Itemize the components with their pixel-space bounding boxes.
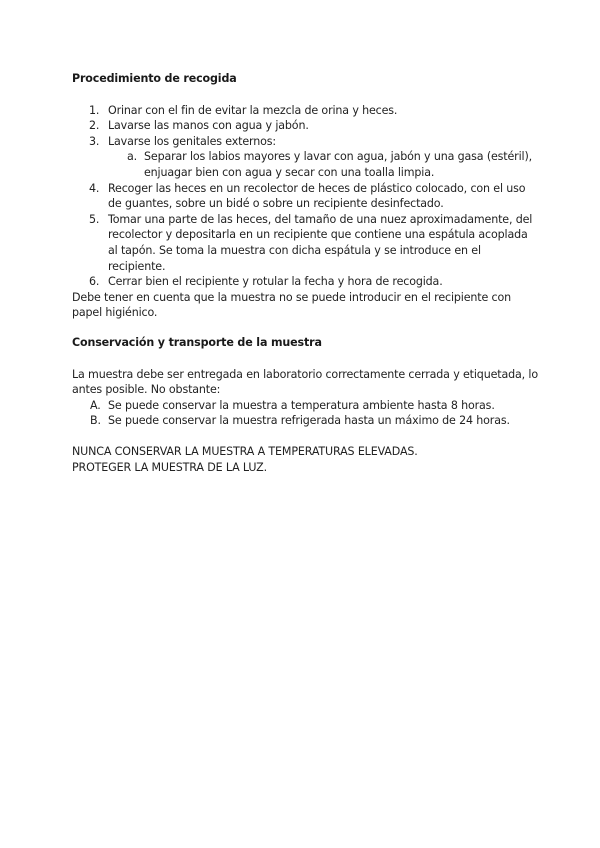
- list-item: [72, 413, 540, 429]
- section-title-procedimiento: Procedimiento de recogida: [72, 72, 237, 85]
- list-item: [72, 103, 540, 119]
- list-marker: a.: [127, 150, 138, 164]
- list-item-text: Cerrar bien el recipiente y rotular la fecha y hora de recogida.: [108, 275, 443, 289]
- procedure-steps: [72, 103, 540, 290]
- list-item-text: Recoger las heces en un recolector de heces de plástico colocado, con el uso de guantes, sobre un bidé o sobre un recipiente desinfectado.: [108, 181, 526, 211]
- list-marker: 6.: [89, 275, 100, 289]
- list-marker: A.: [90, 398, 101, 412]
- list-item-text: Lavarse los genitales externos:: [108, 134, 276, 148]
- list-marker: 1.: [89, 103, 100, 117]
- list-subitem: [72, 149, 540, 180]
- list-item: [72, 398, 540, 414]
- list-item: [72, 274, 540, 290]
- section-title-conservacion: Conservación y transporte de la muestra: [72, 335, 322, 349]
- list-item-text: Lavarse las manos con agua y jabón.: [108, 119, 309, 133]
- list-item: [72, 118, 540, 134]
- list-item-text: Tomar una parte de las heces, del tamaño de una nuez aproximadamente, del recolector y depositarla en un recipiente que contiene una espátula acoplada al tapón. Se toma la muestra con dicha espátula y se introduce en el recipiente.: [108, 212, 533, 273]
- conservation-options: [72, 398, 540, 429]
- list-marker: B.: [90, 414, 101, 428]
- warning-light: PROTEGER LA MUESTRA DE LA LUZ.: [72, 461, 268, 475]
- list-item: [72, 134, 540, 150]
- list-item: [72, 181, 540, 212]
- list-item-text: Se puede conservar la muestra refrigerada hasta un máximo de 24 horas.: [108, 414, 510, 428]
- list-item-text: Orinar con el fin de evitar la mezcla de orina y heces.: [108, 103, 398, 117]
- list-marker: 3.: [89, 134, 100, 148]
- warning-heat: NUNCA CONSERVAR LA MUESTRA A TEMPERATURAS ELEVADAS.: [72, 445, 418, 459]
- intro-paragraph: La muestra debe ser entregada en laboratorio correctamente cerrada y etiquetada, lo antes posible. No obstante:: [72, 367, 538, 397]
- list-marker: 2.: [89, 119, 100, 133]
- note-paragraph: Debe tener en cuenta que la muestra no se puede introducir en el recipiente con papel higiénico.: [72, 290, 512, 320]
- list-item-text: Separar los labios mayores y lavar con agua, jabón y una gasa (estéril), enjuagar bien con agua y secar con una toalla limpia.: [144, 150, 533, 179]
- list-marker: 5.: [89, 212, 100, 226]
- list-marker: 4.: [89, 181, 100, 195]
- list-item-text: Se puede conservar la muestra a temperatura ambiente hasta 8 horas.: [108, 398, 495, 412]
- list-item: [72, 212, 540, 274]
- spacer: [72, 429, 540, 445]
